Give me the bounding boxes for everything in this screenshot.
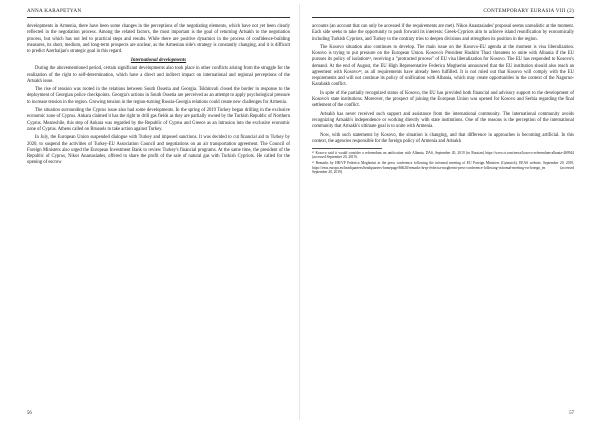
page-number-left: 56 <box>27 411 32 416</box>
body-paragraph: Artsakh has never received such support and assistance from the international community. The international community avoids recognizing Artsakh's independence or working directly with state institutions. One of the reasons is the perception of the international community that Artsakh's ultimate goal is to unite with Armenia. <box>312 111 574 130</box>
right-body-text <box>312 24 574 145</box>
body-paragraph: In spite of the partially recognized status of Kosovo, the EU has provided both financial and advisory support to the development of Kosovo's state institutions. Moreover, the prospect of joining the European Union was opened for Kosovo and Serbia regarding the final settlement of the conflict. <box>312 90 574 109</box>
body-paragraph: Now, with such statements by Kosovo, the situation is changing, and that difference in approaches is becoming artificial. In this context, the agencies responsible for the foreign policy of Armenia and Artsakh <box>312 132 574 144</box>
footnote-divider <box>312 148 382 149</box>
section-heading: International developments <box>130 58 187 64</box>
page-number-right: 57 <box>569 411 574 416</box>
running-head-author: ANNA KARAPETYAN <box>27 8 290 18</box>
right-page <box>300 0 600 424</box>
left-body-text <box>27 24 290 167</box>
footnote: ¹³ Remarks by HR/VP Federica Mogherini at the press conference following the informal meeting of EU Foreign Ministers (Gymnich), EEAS website, September 20, 2019, https://eeas.europa.eu/headquarters/headquarters-homepage/66620/remarks-hrvp-federica-mogherini-press-conference-following-informal-meeting-eu-foreign_en (accessed September 20, 2019). <box>312 161 574 175</box>
footnotes <box>312 151 574 175</box>
body-paragraph: The Kosovo situation also continues to develop. The main issue on the Kosovo-EU agenda at the moment is visa liberalization. Kosovo is trying to put pressure on the European Union. Kosovo's President Hashim Thaci threatens to unite with Albania if the EU pursues its policy of isolation¹², receiving a "protracted process" of EU visa liberalization for Kosovo. The EU has responded to Kosovo's demand. At the end of August, the EU High Representative Federica Mogherini announced that the EU institution should also reach an agreement with Kosovo¹³, as all requirements have already been fulfilled. It is not ruled out that Kosovo will comply with the EU requirements and will not continue its policy of unification with Albania, which may create opportunities in the context of the Nagorno-Karabakh conflict. <box>312 44 574 88</box>
running-head-journal: CONTEMPORARY EURASIA VIII (2) <box>312 8 574 18</box>
body-paragraph: In July, the European Union suspended dialogue with Turkey and imposed sanctions. It was decided to cut financial aid to Turkey by 2020, to suspend the activities of Turkey-EU Association Council and negotiations on an air transportation agreement. The Council of Foreign Ministers also urged the European Investment Bank to review Turkey's financial programs. At the same time, the president of the Republic of Cyprus, Nikos Anastasiades, offered to share the profit of the sale of natural gas with Turkish Cypriots. He called for the opening of escrow <box>27 135 290 166</box>
footnote: ¹² Kosovo said it would consider a referendum on unification with Albania, DAS, September 20, 2019 (in Russian) https://www.rt.com/news/kosovo-referendum-albania-469944 (accessed September 20, 2019). <box>312 150 574 160</box>
body-paragraph: During the abovementioned period, certain significant developments also took place in other conflicts arising from the struggle for the realization of the right to self-determination, which have a direct and indirect impact on international and regional perceptions of the Artsakh issue. <box>27 66 290 84</box>
body-paragraph: The situation surrounding the Cyprus issue also had some developments. In the spring of 2019 Turkey began drilling in the exclusive economic zone of Cyprus. Ankara claimed it has the right to drill gas fields as they are partially owned by the Turkish Republic of Northern Cyprus. Meanwhile, this step of Ankara was regarded by the Republic of Cyprus and Greece as an intrusion into the exclusive economic zone of Cyprus. Athens called on Brussels to take action against Turkey. <box>27 108 290 132</box>
body-paragraph: developments in Armenia, there have been some changes in the perceptions of the negotiating elements, which have not yet been clearly reflected in the negotiation process. Among the related factors, the most important is the goal of returning Artsakh to the negotiation process, but which has not led to practical steps and results. While there are positive dynamics in the process of confidence-building measures, its short, medium, and long-term prospects are unclear, as the Armenian side's strategy is constantly changing, and it is difficult to predict Azerbaijan's strategic goal in this regard. <box>27 24 290 54</box>
body-paragraph: The rise of tension was rooted in the relations between South Ossetia and Georgia. Tskhinvali closed the border in response to the deployment of Georgian police checkpoints. Georgia's actions in South Ossetia are perceived as an attempt to apply psychological pressure to increase tension in the region. Growing tension in the region-turning Russia-Georgia relations could create new challenges for Armenia. <box>27 87 290 105</box>
body-paragraph: accounts (an account that can only be accessed if the requirements are met). Nikos Anastasiades' proposal seems unrealistic at the moment. Each side seeks to take the opportunity to push forward its interests: Greek-Cypriots aim to achieve island reunification by economically including Turkish Cypriots, and Turkey to the contrary tries to deepen divisions and strengthen its position in the region. <box>312 24 574 42</box>
